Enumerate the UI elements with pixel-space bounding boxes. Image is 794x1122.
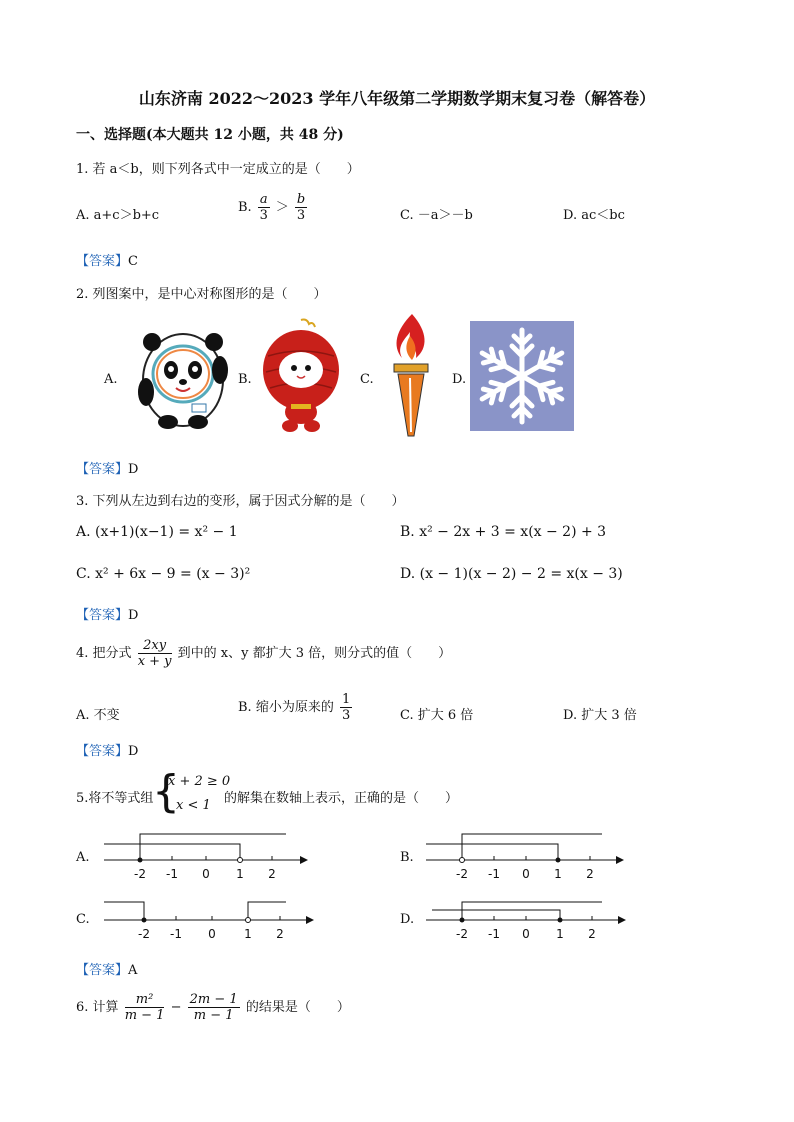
q5a-tick-m2: -2	[134, 867, 146, 881]
q1-b-frac-a: $\frac{a}{3}$	[259, 192, 268, 223]
q5b-tick-2: 2	[586, 867, 594, 881]
q5-system-line2: x < 1	[176, 798, 211, 813]
q5-number-line-b	[422, 828, 636, 884]
q5a-tick-1: 1	[236, 867, 244, 881]
q2-option-b: B.	[238, 372, 252, 387]
q2-option-d: D.	[452, 372, 467, 387]
q4-option-b: B. 缩小为原来的 $\frac{1}{3}$	[238, 692, 351, 723]
q5b-tick-0: 0	[522, 867, 530, 881]
q5-option-a: A.	[76, 850, 90, 865]
q1-b-label: B.	[238, 200, 252, 215]
q4-stem: 4. 把分式 $\frac{2xy}{x + y}$ 到中的 x、y 都扩大 3 倍，则分式的值（ ）	[76, 638, 452, 669]
torch-image	[388, 312, 434, 440]
q5d-tick-2: 2	[588, 927, 596, 941]
q5-stem-prefix: 5.将不等式组	[76, 791, 154, 806]
panda-mascot-image	[130, 322, 236, 430]
q2-option-a: A.	[104, 372, 118, 387]
q5-brace: {	[152, 766, 180, 817]
page-title: 山东济南 2022～2023 学年八年级第二学期数学期末复习卷（解答卷）	[138, 89, 656, 108]
q5d-tick-m2: -2	[456, 927, 468, 941]
q3-option-b: B. x² − 2x + 3 = x(x − 2) + 3	[400, 524, 607, 540]
q5b-tick-1: 1	[554, 867, 562, 881]
q5a-tick-0: 0	[202, 867, 210, 881]
q2-option-c: C.	[360, 372, 374, 387]
snowflake-image	[470, 321, 574, 431]
q5c-tick-m1: -1	[170, 927, 182, 941]
q5-number-line-d	[422, 894, 636, 946]
q3-option-d: D. (x − 1)(x − 2) − 2 = x(x − 3)	[400, 566, 623, 582]
q1-b-op: ＞	[275, 200, 289, 215]
q1-b-frac-b: $\frac{b}{3}$	[296, 192, 306, 223]
q3-answer: 【答案】D	[76, 608, 139, 623]
q4-b-fraction: $\frac{1}{3}$	[341, 692, 351, 723]
q3-option-a: A. (x+1)(x−1) = x² − 1	[76, 524, 238, 540]
q4-answer: 【答案】D	[76, 744, 139, 759]
q5-number-line-a	[100, 828, 314, 884]
q5b-tick-m1: -1	[488, 867, 500, 881]
q2-answer: 【答案】D	[76, 462, 139, 477]
q5c-tick-1: 1	[244, 927, 252, 941]
q6-fraction-1: $\frac{\text{m²}}{m - 1}$	[124, 992, 165, 1023]
q2-stem: 2. 列图案中，是中心对称图形的是（ ）	[76, 287, 327, 302]
q5d-tick-m1: -1	[488, 927, 500, 941]
q5a-tick-2: 2	[268, 867, 276, 881]
q4-option-a: A. 不变	[76, 708, 120, 723]
q5a-tick-m1: -1	[166, 867, 178, 881]
q1-option-a: A. a+c＞b+c	[76, 208, 160, 223]
q5c-tick-m2: -2	[138, 927, 150, 941]
q5c-tick-0: 0	[208, 927, 216, 941]
q5-option-d: D.	[400, 912, 415, 927]
q5c-tick-2: 2	[276, 927, 284, 941]
q5-system-line1: x + 2 ≥ 0	[168, 774, 231, 789]
lantern-mascot-image	[258, 316, 344, 434]
q4-option-c: C. 扩大 6 倍	[400, 708, 474, 723]
q6-stem: 6. 计算 $\frac{\text{m²}}{m - 1}$ − $\frac{2m - 1}{m - 1}$ 的结果是（ ）	[76, 992, 350, 1023]
section-heading: 一、选择题(本大题共 12 小题，共 48 分)	[76, 127, 344, 143]
q6-fraction-2: $\frac{2m - 1}{m - 1}$	[189, 992, 238, 1023]
q5-answer: 【答案】A	[76, 963, 138, 978]
q5d-tick-1: 1	[556, 927, 564, 941]
q1-option-d: D. ac＜bc	[563, 208, 625, 223]
q1-answer: 【答案】C	[76, 254, 138, 269]
q3-option-c: C. x² + 6x − 9 = (x − 3)²	[76, 566, 251, 582]
q5-option-b: B.	[400, 850, 414, 865]
q3-stem: 3. 下列从左边到右边的变形，属于因式分解的是（ ）	[76, 494, 405, 509]
q1-option-b	[238, 192, 309, 223]
q5-stem-suffix: 的解集在数轴上表示，正确的是（ ）	[224, 791, 459, 806]
q5-option-c: C.	[76, 912, 90, 927]
q5-number-line-c	[100, 894, 320, 946]
q5b-tick-m2: -2	[456, 867, 468, 881]
q5d-tick-0: 0	[522, 927, 530, 941]
q4-option-d: D. 扩大 3 倍	[563, 708, 637, 723]
q1-option-c: C. －a＞－b	[400, 208, 473, 223]
q4-fraction: $\frac{2xy}{x + y}$	[137, 638, 172, 669]
q1-stem: 1. 若 a＜b，则下列各式中一定成立的是（ ）	[76, 162, 360, 177]
